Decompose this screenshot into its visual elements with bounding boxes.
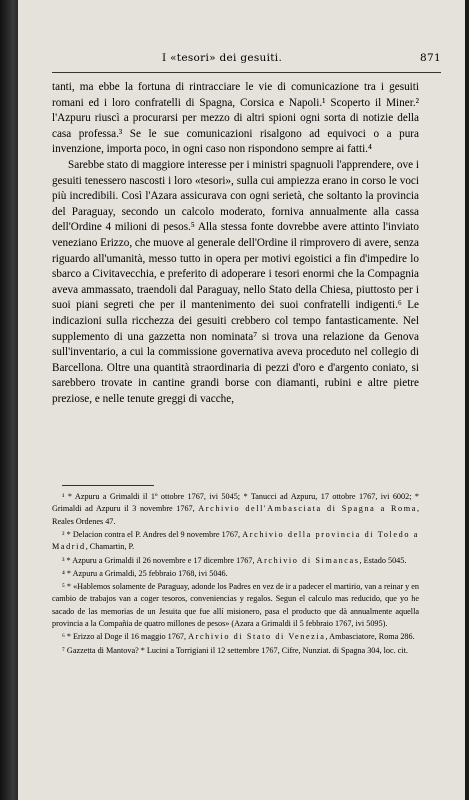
footnote-5: ⁵ * «Hablemos solamente de Paraguay, adonde los Padres en vez de ir a padecer el martirio, van a reinar y en cambio de trabajos van a coger tesoros, conveniencias y regalos. Segun el calculo mas reducido, que yo he sacado de las memorias de un Jesuita que fue allí misionero, pasa el producto que dà annualmente aquella provincia a la Compañia de quatro millones de pesos» (Azara a Grimaldi il 5 febbraio 1767, ivi 5095). bbox=[52, 582, 419, 629]
footnote-6 bbox=[52, 631, 419, 643]
footnotes bbox=[52, 491, 419, 658]
footnote-3-text: ³ * Azpuru a Grimaldi il 26 novembre e 17 dicembre 1767, bbox=[62, 555, 257, 565]
footnote-1 bbox=[52, 491, 419, 528]
footnote-2-text: ² * Delacion contra el P. Andres del 9 novembre 1767, bbox=[62, 530, 243, 540]
footnote-1-text: ¹ * Azpuru a Grimaldi il 1º ottobre 1767, ivi 5045; * Tanucci ad Azpuru, 17 ottobre 1767, ivi 6002; * Grimaldi ad Azpuru il 3 novembre 1767, bbox=[52, 492, 419, 514]
footnote-4: ⁴ * Azpuru a Grimaldi, 25 febbraio 1768, ivi 5046. bbox=[62, 568, 228, 578]
footnote-3-ref: , Estado 5045. bbox=[359, 555, 407, 565]
footnote-1-archive: Archivio dell'Ambasciata di Spagna a Roma bbox=[198, 504, 417, 514]
footnote-6-ref: , Ambasciatore, Roma 286. bbox=[325, 632, 415, 642]
footnote-2-ref: , Chamartin, P. bbox=[85, 542, 135, 552]
header-rule bbox=[52, 72, 441, 73]
paragraph-1: tanti, ma ebbe la fortuna di rintracciare le vie di comunicazione tra i gesuiti romani ed i loro confratelli di Spagna, Corsica e Napoli.¹ Scoperto il Miner.² l'Azpuru riuscì a procurarsi per mezzo di altri spioni ogni sorta di notizie della casa professa.³ Se le sue comunicazioni risalgono ad equivoci o a pura invenzione, importa poco, in ogni caso non rispondono sempre ai fatti.⁴ bbox=[52, 81, 419, 156]
paragraph-2: Sarebbe stato di maggiore interesse per i ministri spagnuoli l'apprendere, ove i gesuiti tenessero nascosti i loro «tesori», sulla cui ampiezza erano in corso le voci più incredibili. Così l'Azara assicurava con ogni serietà, che soltanto la provincia del Paraguay, secondo un calcolo moderato, forniva annualmente alla cassa dell'Ordine 4 milioni di pesos.⁵ Alla stessa fonte dovrebbe avere attinto l'inviato veneziano Erizzo, che muove al generale dell'Ordine il rimprovero di avere, senza riguardo all'umanità, messo tutto in opera per motivi egoistici a fin d'impedire lo sbarco a Civitavecchia, e preferito di adoperare i tesori enormi che la Compagnia aveva ammassato, traendoli dal Paraguay, nello Stato della Chiesa, piuttosto per i suoi piani segreti che per il mantenimento dei suoi confratelli indigenti.⁶ Le indicazioni sulla ricchezza dei gesuiti crebbero col tempo fantasticamente. Nel supplemento di una gazzetta non nominata⁷ si trova una relazione da Genova sull'inventario, a cui la commissione governativa aveva proceduto nel collegio di Barcellona. Oltre una quantità straordinaria di pezzi d'oro e d'argento coniato, si sarebbero trovate in cantine grandi borse con diamanti, rubini e altre pietre preziose, e nelle tenute greggi di vacche, bbox=[52, 158, 419, 405]
footnote-6-archive: Archivio di Stato di Venezia bbox=[188, 632, 326, 642]
footnote-rule bbox=[62, 485, 154, 486]
page-number: 871 bbox=[420, 52, 441, 64]
footnote-6-text: ⁶ * Erizzo al Doge il 16 maggio 1767, bbox=[62, 632, 189, 642]
page-header bbox=[52, 52, 441, 70]
footnote-3-archive: Archivio di Simancas bbox=[256, 555, 360, 565]
main-text bbox=[52, 80, 419, 407]
footnote-2-archive: Archivio della provincia di Toledo a Madrid bbox=[52, 530, 419, 552]
footnote-7: ⁷ Gazzetta di Mantova? * Lucini a Torrigiani il 12 settembre 1767, Cifre, Nunziat. di Spagna 304, loc. cit. bbox=[62, 645, 408, 655]
footnote-3 bbox=[52, 555, 419, 567]
running-head: I «tesori» dei gesuiti. bbox=[162, 52, 283, 64]
footnote-1-ref: , Reales Ordenes 47. bbox=[52, 504, 420, 526]
footnote-2 bbox=[52, 529, 419, 554]
